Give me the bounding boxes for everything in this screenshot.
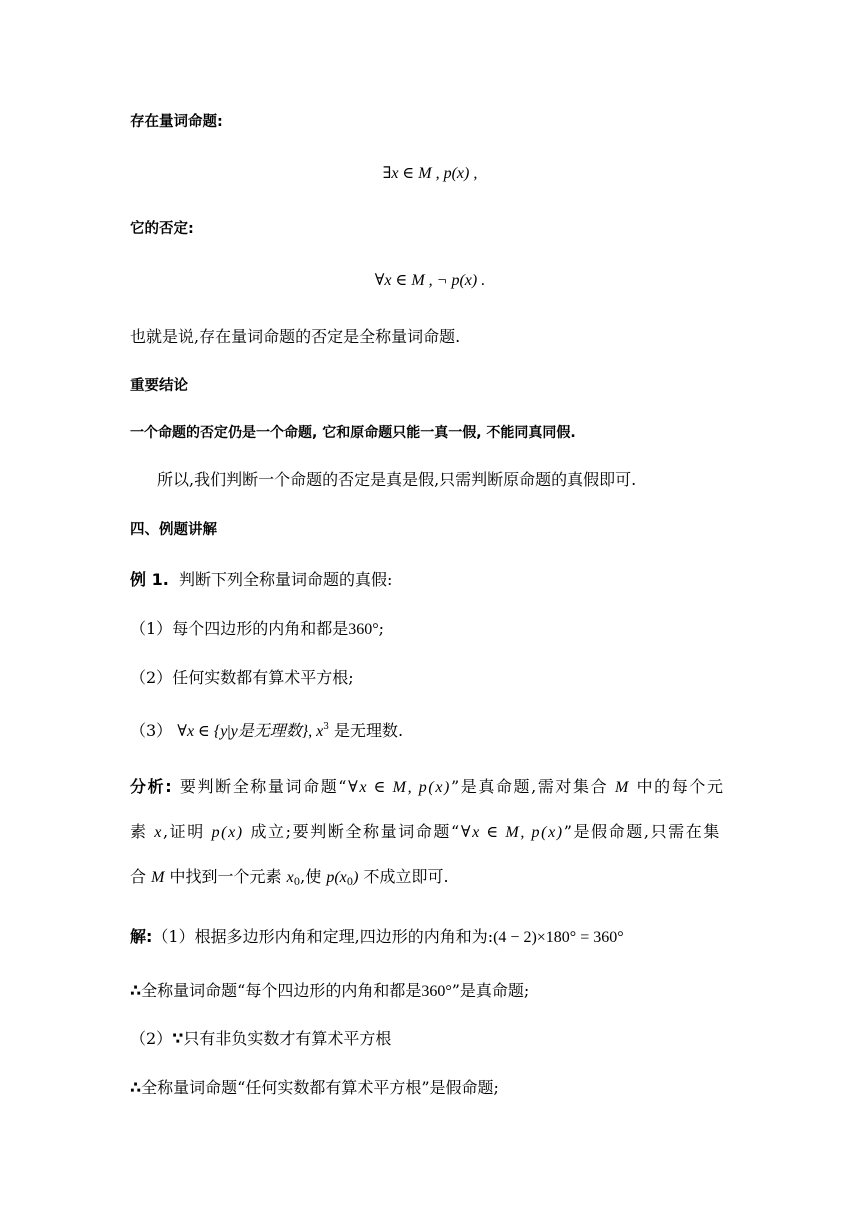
exponent: 3 (323, 722, 329, 732)
set-condition: y是无理数 (230, 723, 302, 740)
analysis-symbol: x (154, 824, 163, 841)
example-label: 例 1 (130, 570, 163, 589)
analysis-symbol: M (151, 869, 165, 886)
item-value: 360° (348, 621, 379, 638)
because-symbol: ∵ (172, 1029, 184, 1048)
set-bar: | (227, 723, 231, 740)
analysis-text: 成立;要判断全称量词命题“ (250, 822, 461, 841)
analysis-text: ”是真命题,需对集合 (450, 777, 609, 796)
solution-text: 全称量词命题“任何实数都有算术平方根”是假命题; (141, 1078, 499, 1097)
item-text: 任何实数都有算术平方根; (172, 668, 354, 687)
heading-conclusion: 重要结论 (130, 378, 188, 394)
solution-line-4 (130, 1077, 499, 1099)
solution-line-1 (130, 926, 624, 949)
example-item-1 (130, 618, 384, 641)
analysis-subscript: 0 (293, 877, 301, 888)
item-text: 每个四边形的内角和都是 (172, 619, 349, 638)
item-number: （1） (130, 619, 173, 638)
summary-line: 也就是说,存在量词命题的否定是全称量词命题. (130, 327, 461, 346)
set-open: ∀x ∈ {y (177, 723, 228, 740)
solution-formula: (4 − 2)×180° = 360° (493, 929, 624, 946)
analysis-formula: p(x (326, 869, 347, 886)
analysis-text: ,证明 (163, 822, 205, 841)
item-number: （3） (130, 721, 173, 740)
analysis-text: 不成立即可. (363, 867, 449, 886)
analysis-formula: ∀x ∈ M, p(x) (460, 824, 564, 841)
analysis-formula: ∀x ∈ M, p(x) (348, 779, 451, 796)
analysis-symbol: M (614, 779, 630, 796)
formula-exist: ∃x ∈ M , p(x) , (382, 165, 478, 182)
conclusion-line: 一个命题的否定仍是一个命题, 它和原命题只能一真一假, 不能同真同假. (130, 425, 576, 441)
analysis-line-3 (130, 866, 449, 894)
analysis-line-1 (130, 776, 725, 799)
analysis-text: 素 (130, 822, 148, 841)
analysis-formula: p(x) (211, 824, 244, 841)
therefore-line: 所以,我们判断一个命题的否定是真是假,只需判断原命题的真假即可. (157, 470, 637, 489)
analysis-formula: ) (353, 869, 359, 886)
analysis-colon: : (165, 777, 174, 796)
analysis-text: ”是假命题,只需在集 (563, 822, 721, 841)
solution-text: 全称量词命题“每个四边形的内角和都是 (141, 981, 422, 1000)
therefore-symbol: ∴ (130, 981, 142, 1000)
analysis-text: 中找到一个元素 (169, 867, 282, 886)
analysis-label: 分析 (130, 777, 166, 796)
item-end: ; (378, 619, 384, 638)
analysis-text: 合 (130, 867, 147, 886)
set-close: }, x (301, 723, 324, 740)
analysis-text: ,使 (300, 867, 322, 886)
solution-line-3 (130, 1028, 391, 1050)
example-item-2 (130, 667, 354, 689)
analysis-text: 要判断全称量词命题“ (179, 777, 349, 796)
solution-colon: : (146, 927, 153, 946)
example-label-dot: . (162, 570, 169, 589)
heading-examples: 四、例题讲解 (130, 522, 217, 538)
analysis-text: 中的每个元 (636, 777, 725, 796)
analysis-subscript: 0 (346, 877, 354, 888)
heading-negation: 它的否定: (130, 221, 194, 237)
example-text: 判断下列全称量词命题的真假: (178, 570, 393, 589)
therefore-symbol: ∴ (130, 1078, 142, 1097)
item-text: 是无理数. (334, 721, 404, 740)
analysis-line-2 (130, 821, 721, 844)
solution-label: 解 (130, 927, 147, 946)
item-number: （2） (130, 668, 173, 687)
solution-line-2 (130, 980, 529, 1003)
example-1-line (130, 569, 392, 591)
formula-negation: ∀x ∈ M , ¬ p(x) . (374, 272, 486, 289)
solution-value: 360° (421, 983, 452, 1000)
item-number: （2） (130, 1029, 173, 1048)
solution-text: ”是真命题; (451, 981, 530, 1000)
analysis-symbol: x (286, 869, 294, 886)
example-item-3 (130, 716, 403, 743)
solution-text: 只有非负实数才有算术平方根 (183, 1029, 392, 1048)
heading-exist: 存在量词命题: (130, 114, 223, 130)
solution-text: （1）根据多边形内角和定理,四边形的内角和为: (152, 927, 494, 946)
